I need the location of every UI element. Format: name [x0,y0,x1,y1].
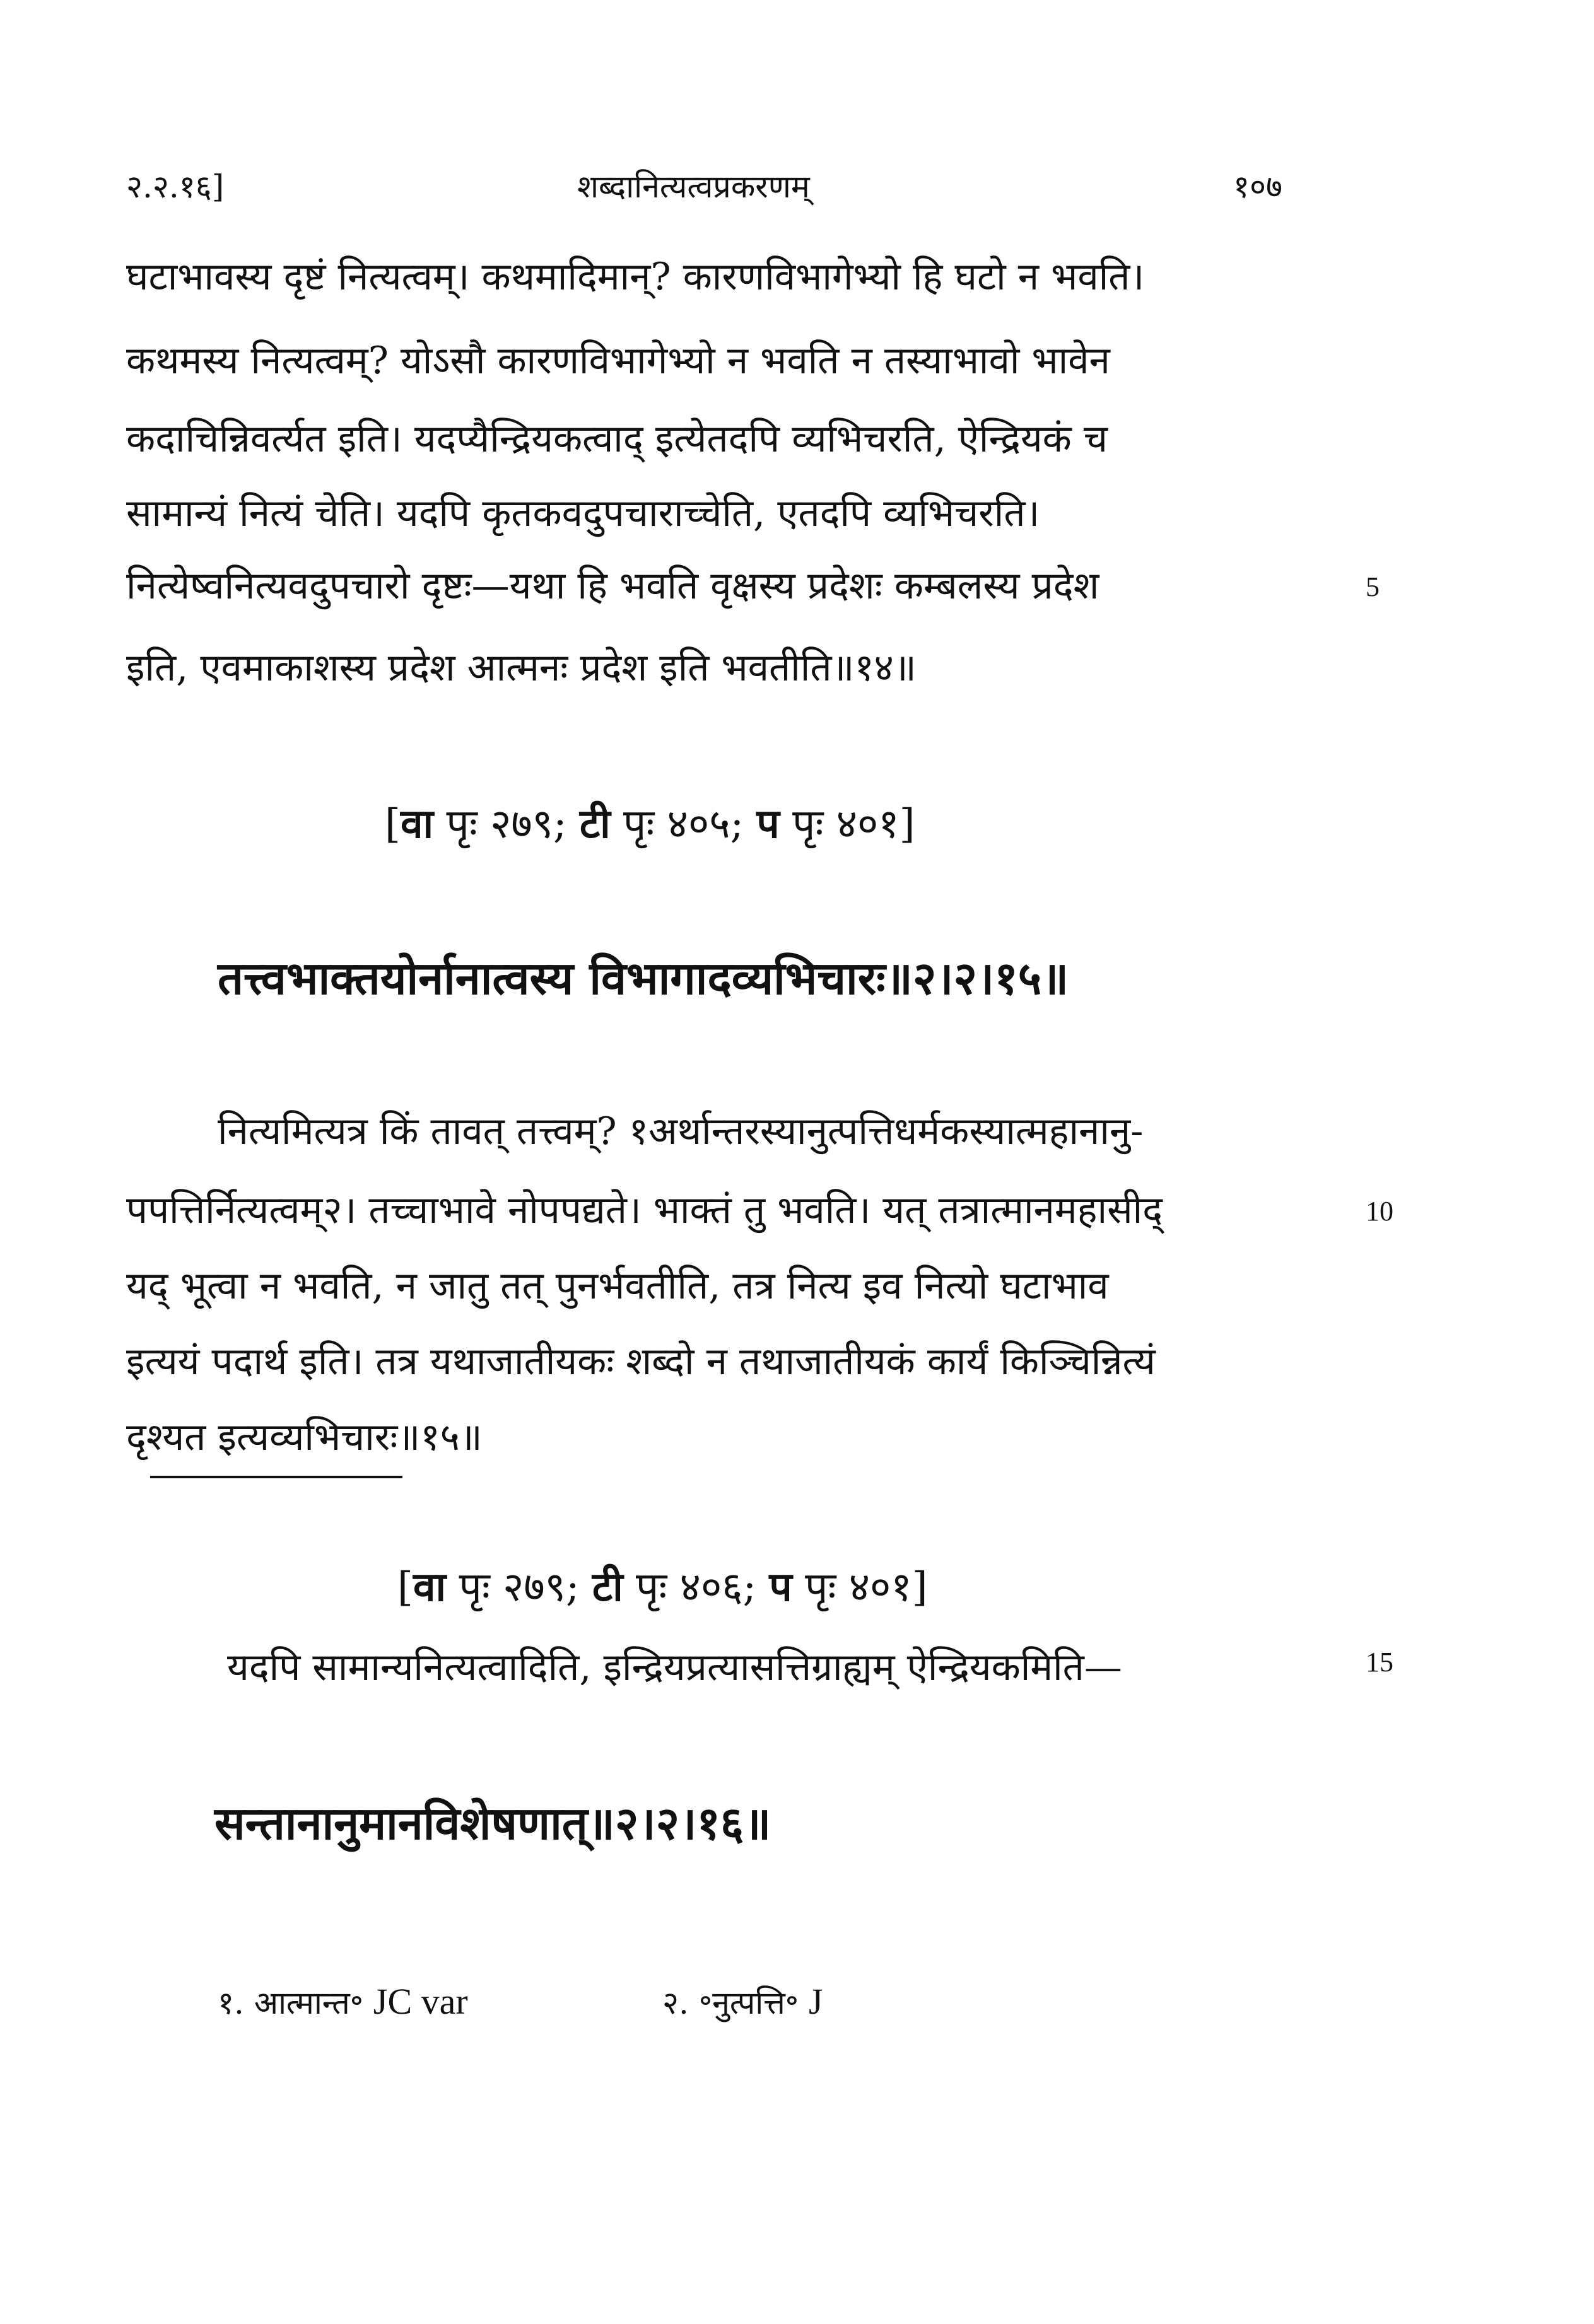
text-line: कथमस्य नित्यत्वम्? योऽसौ कारणविभागेभ्यो न भवति न तस्याभावो भावेन [126,339,1110,383]
header-section-ref: २.२.१६] [126,168,225,205]
reference-pa-page: पृः ४०१ [792,1564,912,1611]
text-line: नित्येष्वनित्यवदुपचारो दृष्टः—यथा हि भवति वृक्षस्य प्रदेशः कम्बलस्य प्रदेश [126,564,1099,608]
reference-pa: प [769,1563,792,1611]
reference-va-page: पृः २७९; [433,801,580,848]
reference-ti: टी [579,800,611,848]
reference-bracket-open: [ [397,1564,413,1611]
text-line: दृश्यत इत्यव्यभिचारः॥१५॥ [126,1415,483,1459]
footnote-2-number: २. [662,1985,689,2021]
reference-bracket-open: [ [385,801,401,848]
footnote-2-sigla: J [808,1981,823,2022]
reference-va: वा [413,1563,447,1611]
text-line: घटाभावस्य दृष्टं नित्यत्वम्। कथमादिमान्? कारणविभागेभ्यो हि घटो न भवति। [126,255,1145,299]
header-page-number: १०७ [1233,168,1282,205]
reference-pa: प [756,800,780,848]
footnote-1-text: आत्मान्त॰ [254,1985,364,2021]
footnote-2 [662,1980,823,2023]
text-line: पपत्तिर्नित्यत्वम्२। तच्चाभावे नोपपद्यते। भाक्तं तु भवति। यत् तत्रात्मानमहासीद् [126,1188,1163,1232]
reference-ti-page: पृः ४०५; [610,801,757,848]
text-line: इत्ययं पदार्थ इति। तत्र यथाजातीयकः शब्दो न तथाजातीयकं कार्यं किञ्चिन्नित्यं [126,1340,1156,1384]
reference-1 [385,795,915,850]
footnote-1-number: १. [218,1985,244,2021]
footnote-1 [218,1980,468,2023]
reference-2 [397,1558,928,1613]
line-number-15: 15 [1366,1647,1393,1678]
reference-pa-page: पृः ४०१ [779,801,900,848]
text-line: सामान्यं नित्यं चेति। यदपि कृतकवदुपचाराच्चेति, एतदपि व्यभिचरति। [126,491,1040,535]
reference-ti-page: पृः ४०६; [623,1564,770,1611]
sutra-15: तत्त्वभाक्तयोर्नानात्वस्य विभागादव्यभिचारः॥२।२।१५॥ [218,951,1069,1005]
line-number-5: 5 [1366,571,1380,602]
header-title: शब्दानित्यत्वप्रकरणम् [577,168,810,205]
footnote-2-text: ॰नुत्पत्ति॰ [698,1985,799,2021]
footnote-1-sigla: JC var [373,1981,468,2022]
text-line: नित्यमित्यत्र किं तावत् तत्त्वम्? १अर्थान्तरस्यानुत्पत्तिधर्मकस्यात्महानानु- [218,1109,1144,1153]
sutra-16: सन्तानानुमानविशेषणात्॥२।२।१६॥ [214,1796,771,1850]
reference-bracket-close: ] [911,1564,928,1611]
reference-ti: टी [592,1563,623,1611]
line-number-10: 10 [1366,1196,1393,1227]
reference-va-page: पृः २७९; [446,1564,592,1611]
text-line: इति, एवमाकाशस्य प्रदेश आत्मनः प्रदेश इति भवतीति॥१४॥ [126,646,917,690]
reference-bracket-close: ] [899,801,915,848]
text-line: यद् भूत्वा न भवति, न जातु तत् पुनर्भवतीति, तत्र नित्य इव नित्यो घटाभाव [126,1264,1109,1308]
text-line: कदाचिन्निवर्त्यत इति। यदप्यैन्द्रियकत्वाद् इत्येतदपि व्यभिचरति, ऐन्द्रियकं च [126,417,1108,461]
reference-va: वा [400,800,434,848]
paragraph-3: यदपि सामान्यनित्यत्वादिति, इन्द्रियप्रत्यासत्तिग्राह्यम् ऐन्द्रियकमिति— [227,1645,1122,1690]
footnote-divider [150,1476,402,1478]
